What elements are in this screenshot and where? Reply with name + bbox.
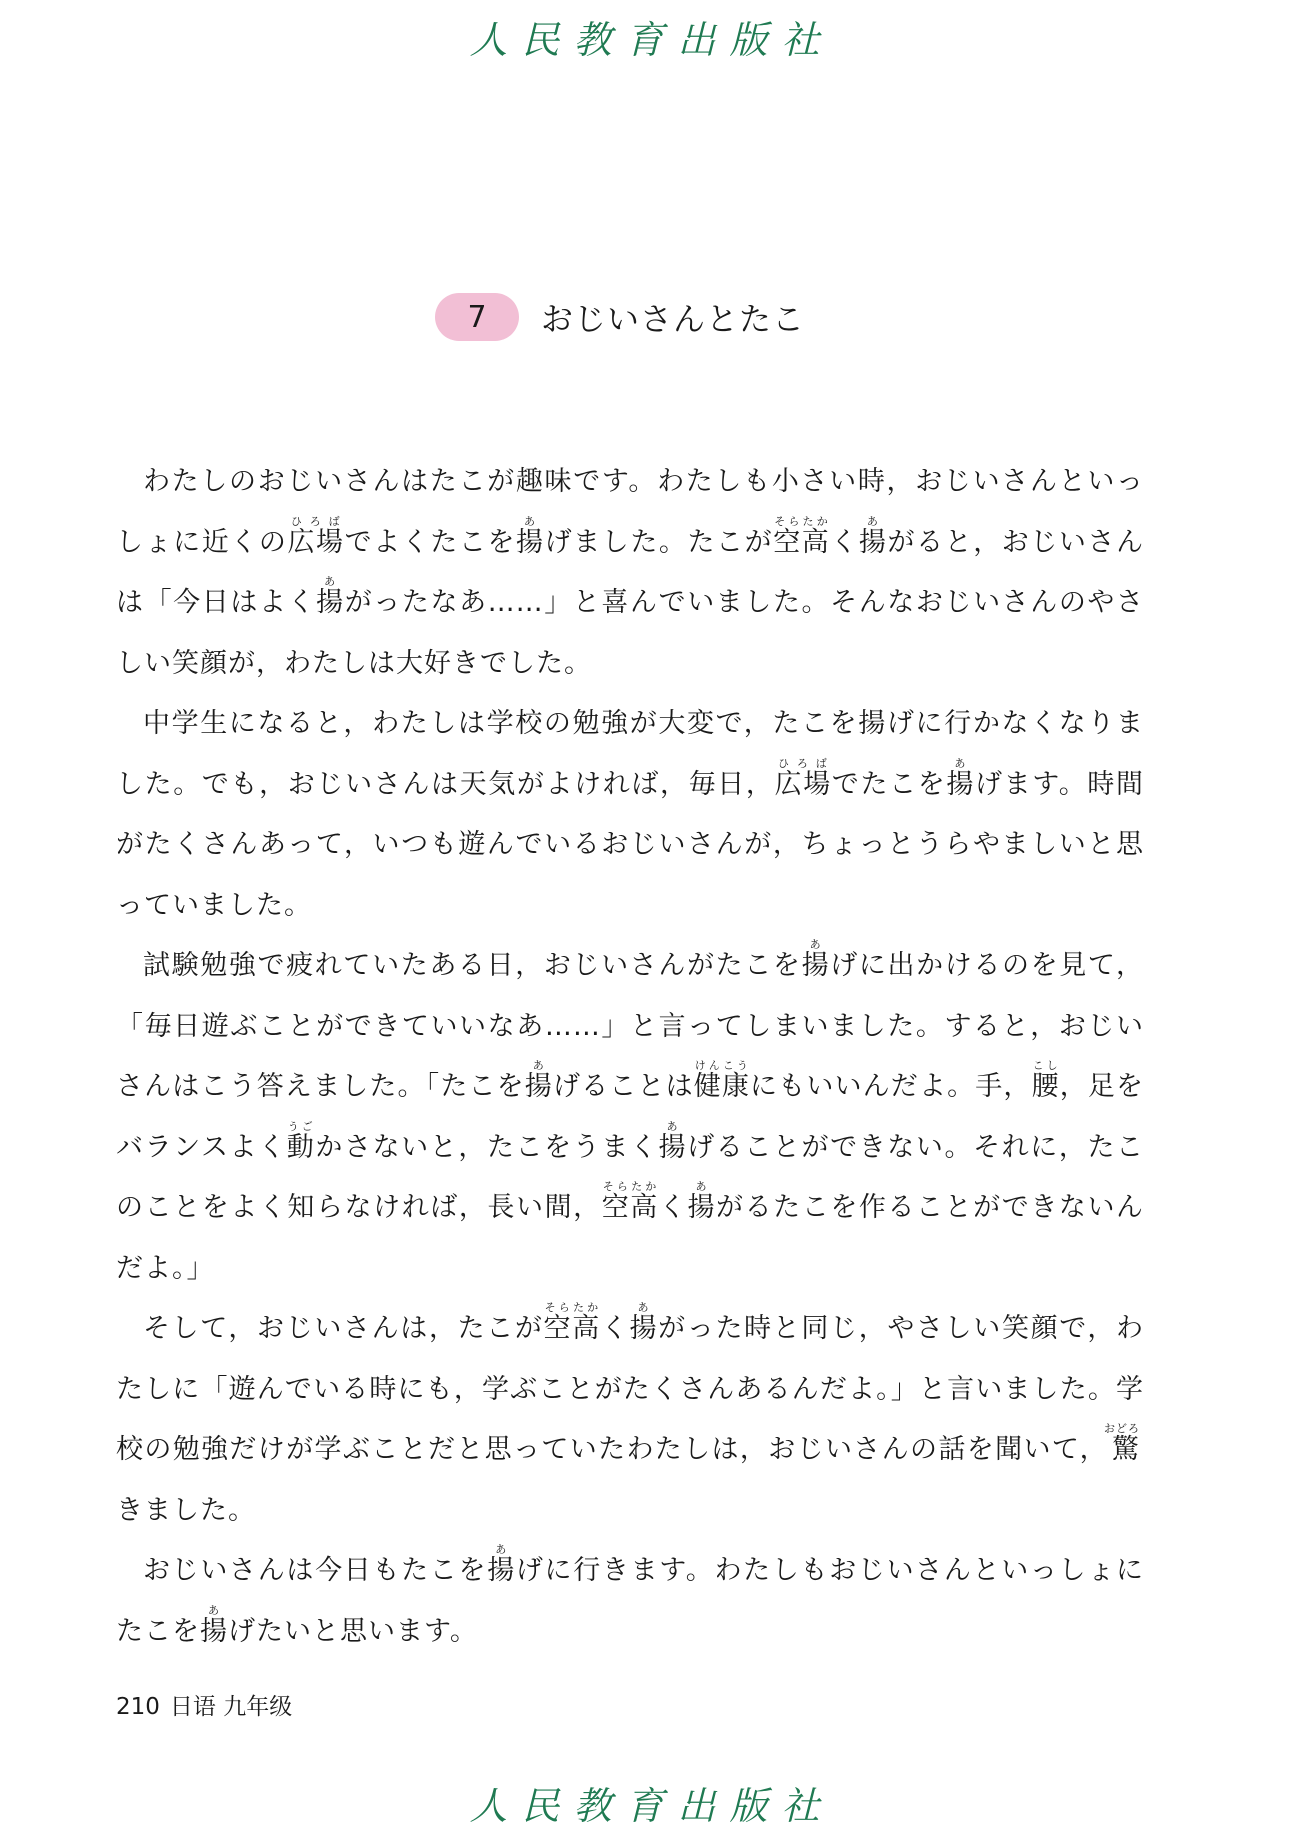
furigana-reading: うご xyxy=(286,1119,315,1133)
text-segment: おじいさんは今日もたこを xyxy=(143,1555,488,1586)
furigana-word: 揚あ xyxy=(200,1603,228,1647)
furigana-word: 揚あ xyxy=(946,756,976,800)
furigana-reading: そらたか xyxy=(543,1301,601,1314)
furigana-word: 揚あ xyxy=(316,575,345,618)
furigana-reading: あ xyxy=(316,575,345,588)
lesson-title xyxy=(435,292,805,342)
text-segment: ，足をバランスよく xyxy=(116,1071,1145,1163)
text-segment: がった時と同じ，やさしい笑顔で，わたしに「遊んでいる時にも，学ぶことがたくさんあるんだよ。」と言いました。学校の勉強だけが学ぶことだと思っていたわたしは，おじいさんの話を聞いて， xyxy=(116,1313,1145,1465)
furigana-word: 空高そらたか xyxy=(601,1180,659,1223)
text-segment: げることは xyxy=(552,1071,694,1102)
story-paragraph xyxy=(116,452,1144,694)
text-segment: げに行きます。わたしもおじいさんといっしょにたこを xyxy=(116,1555,1145,1647)
furigana-word: 空高そらたか xyxy=(543,1301,601,1344)
furigana-word: 腰こし xyxy=(1031,1059,1060,1102)
text-segment: そして，おじいさんは，たこが xyxy=(143,1313,544,1344)
story-paragraph xyxy=(116,1541,1144,1662)
furigana-word: 揚あ xyxy=(687,1180,717,1223)
lesson-number-badge: 7 xyxy=(435,293,519,341)
text-segment: く xyxy=(600,1313,630,1344)
furigana-reading: あ xyxy=(629,1301,658,1314)
text-segment: げました。たこが xyxy=(544,526,774,558)
furigana-reading: あ xyxy=(516,514,545,528)
text-segment: にもいいんだよ。手， xyxy=(750,1071,1032,1102)
furigana-reading: あ xyxy=(801,938,830,951)
furigana-reading: こし xyxy=(1031,1059,1060,1072)
furigana-reading: けんこう xyxy=(693,1059,750,1072)
story-body xyxy=(116,452,1144,1662)
furigana-word: 揚あ xyxy=(629,1301,659,1344)
text-segment: がると，おじいさんは「今日はよく xyxy=(116,526,1145,618)
text-segment: げることができない。それに，たこのことをよく知らなければ，長い間， xyxy=(116,1131,1145,1223)
text-segment: 試験勉強で疲れていたある日，おじいさんがたこを xyxy=(143,950,802,981)
text-segment: げます。時間がたくさんあって，いつも遊んでいるおじいさんが，ちょっとうらやましいと思っていました。 xyxy=(116,768,1145,921)
furigana-reading: あ xyxy=(524,1059,553,1072)
furigana-word: 揚あ xyxy=(801,938,831,981)
furigana-reading: あ xyxy=(487,1543,516,1556)
text-segment: く xyxy=(830,526,859,558)
furigana-word: 揚あ xyxy=(516,514,545,558)
story-paragraph xyxy=(116,1299,1144,1541)
furigana-word: 広場ひろば xyxy=(774,756,832,800)
furigana-word: 動うご xyxy=(286,1119,316,1163)
story-paragraph xyxy=(116,936,1144,1299)
book-subject: 日语 九年级 xyxy=(169,1694,293,1720)
furigana-word: 驚おどろ xyxy=(1104,1422,1140,1465)
furigana-word: 広場ひろば xyxy=(287,514,345,558)
text-segment: げに出かけるのを見て，「毎日遊ぶことができていいなあ……」と言ってしまいました。すると，おじいさんはこう答えました。「たこを xyxy=(116,950,1145,1102)
furigana-reading: おどろ xyxy=(1104,1422,1140,1435)
furigana-reading: ひろば xyxy=(287,514,345,528)
furigana-word: 揚あ xyxy=(658,1119,688,1163)
furigana-word: 揚あ xyxy=(858,514,888,558)
text-segment: く xyxy=(658,1192,688,1223)
furigana-word: 空高そらたか xyxy=(773,514,831,558)
text-segment: でよくたこを xyxy=(344,526,517,558)
furigana-word: 健康けんこう xyxy=(693,1059,751,1102)
text-segment: きました。 xyxy=(116,1494,256,1526)
furigana-reading: そらたか xyxy=(773,514,830,528)
page-footer xyxy=(116,1688,292,1721)
furigana-reading: ひろば xyxy=(774,756,832,770)
furigana-reading: あ xyxy=(687,1180,716,1193)
furigana-word: 揚あ xyxy=(524,1059,553,1102)
furigana-reading: あ xyxy=(200,1603,228,1617)
text-segment: わたしのおじいさんはたこが趣味です。わたしも小さい時，おじいさんといっしょに近くの xyxy=(116,466,1144,558)
text-segment: がるたこを作ることができないんだよ。」 xyxy=(116,1192,1145,1284)
text-segment: でたこを xyxy=(831,768,947,800)
story-paragraph xyxy=(116,694,1144,936)
furigana-reading: あ xyxy=(858,514,887,528)
page-number: 210 xyxy=(116,1694,160,1720)
furigana-reading: あ xyxy=(946,756,975,770)
lesson-heading: おじいさんとたこ xyxy=(541,300,806,338)
text-segment: 中学生になると，わたしは学校の勉強が大変で，たこを揚げに行かなくなりました。でも，おじいさんは天気がよければ，毎日， xyxy=(116,708,1144,800)
publisher-logo-bottom: 人民教育出版社 xyxy=(469,1783,834,1828)
furigana-reading: そらたか xyxy=(601,1180,659,1193)
text-segment: かさないと，たこをうまく xyxy=(315,1131,659,1163)
furigana-reading: あ xyxy=(658,1119,687,1133)
text-segment: げたいと思います。 xyxy=(228,1615,478,1647)
text-segment: がったなあ……」と喜んでいました。そんなおじいさんのやさしい笑顔が，わたしは大好きでした。 xyxy=(116,587,1145,679)
publisher-logo-top: 人民教育出版社 xyxy=(469,17,834,62)
furigana-word: 揚あ xyxy=(487,1543,516,1586)
